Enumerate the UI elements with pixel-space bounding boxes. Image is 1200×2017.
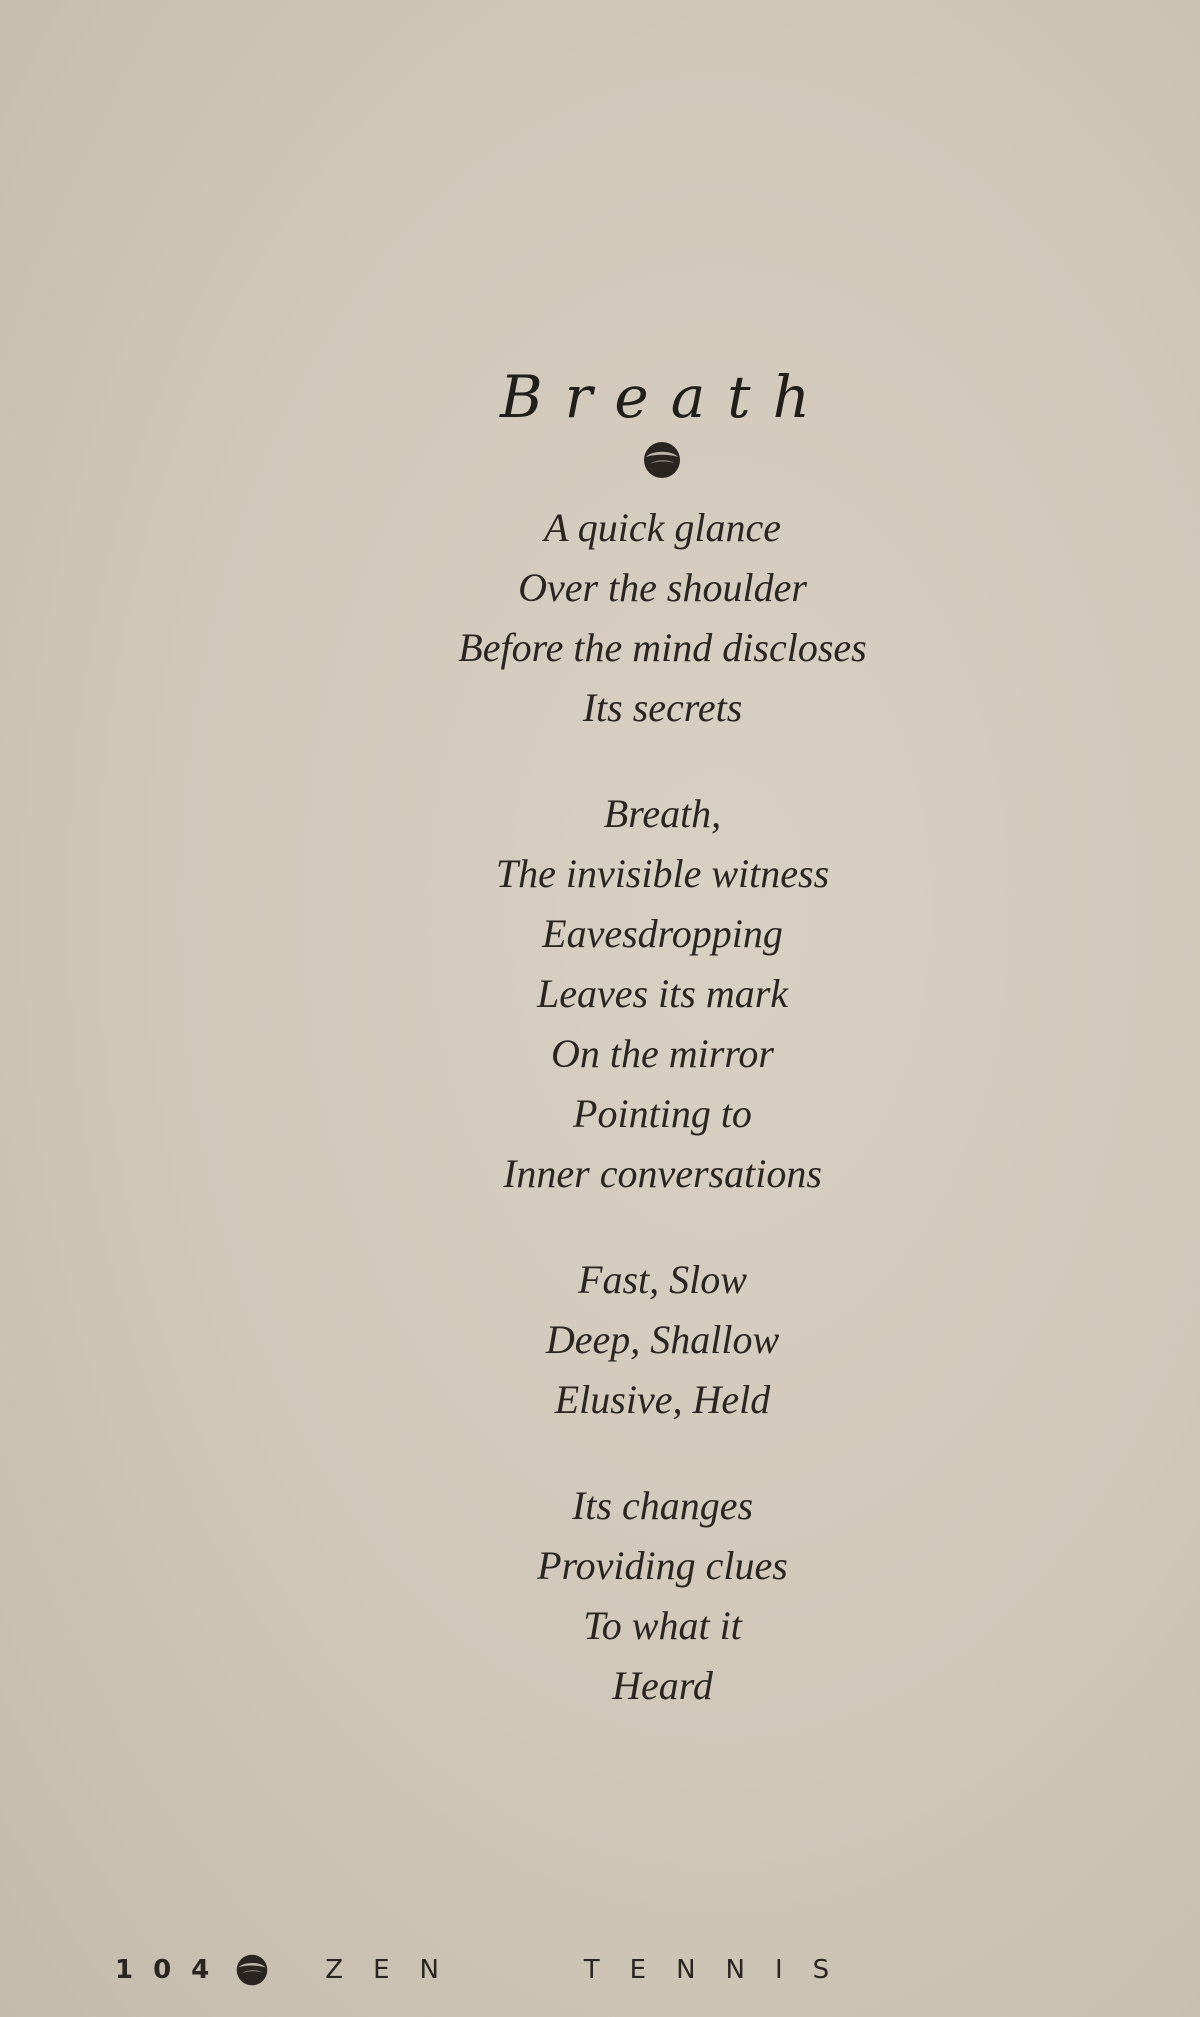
poem-line: The invisible witness xyxy=(495,851,830,896)
poem-line: Deep, Shallow xyxy=(545,1317,780,1362)
poem-line: Its secrets xyxy=(582,685,743,730)
page-footer xyxy=(115,1950,859,1990)
poem-line: Fast, Slow xyxy=(578,1257,747,1302)
poem-line: A quick glance xyxy=(544,505,781,550)
running-head: ZEN TENNIS xyxy=(325,1955,860,1985)
poem-line: Providing clues xyxy=(537,1543,788,1588)
poem-line: Heard xyxy=(612,1663,713,1708)
poem-line: Inner conversations xyxy=(503,1151,822,1196)
poem-title: Breath xyxy=(500,363,832,431)
poem-line: Eavesdropping xyxy=(542,911,783,956)
poem-line: Pointing to xyxy=(573,1091,752,1136)
poem-line: Breath, xyxy=(603,791,722,836)
stanza-3 xyxy=(0,1250,1200,1430)
yin-yang-icon xyxy=(235,1953,269,1987)
stanza-2 xyxy=(0,784,1200,1204)
poem-line: Elusive, Held xyxy=(554,1377,771,1422)
page-number: 104 xyxy=(115,1955,230,1985)
stanza-4 xyxy=(0,1476,1200,1716)
poem xyxy=(0,362,1200,1762)
poem-line: Leaves its mark xyxy=(536,971,789,1016)
poem-line: Before the mind discloses xyxy=(458,625,867,670)
poem-line: To what it xyxy=(583,1603,742,1648)
poem-line: Its changes xyxy=(571,1483,754,1528)
poem-line: On the mirror xyxy=(551,1031,774,1076)
poem-line: Over the shoulder xyxy=(518,565,807,610)
stanza-1 xyxy=(0,498,1200,738)
yin-yang-icon xyxy=(642,440,682,480)
